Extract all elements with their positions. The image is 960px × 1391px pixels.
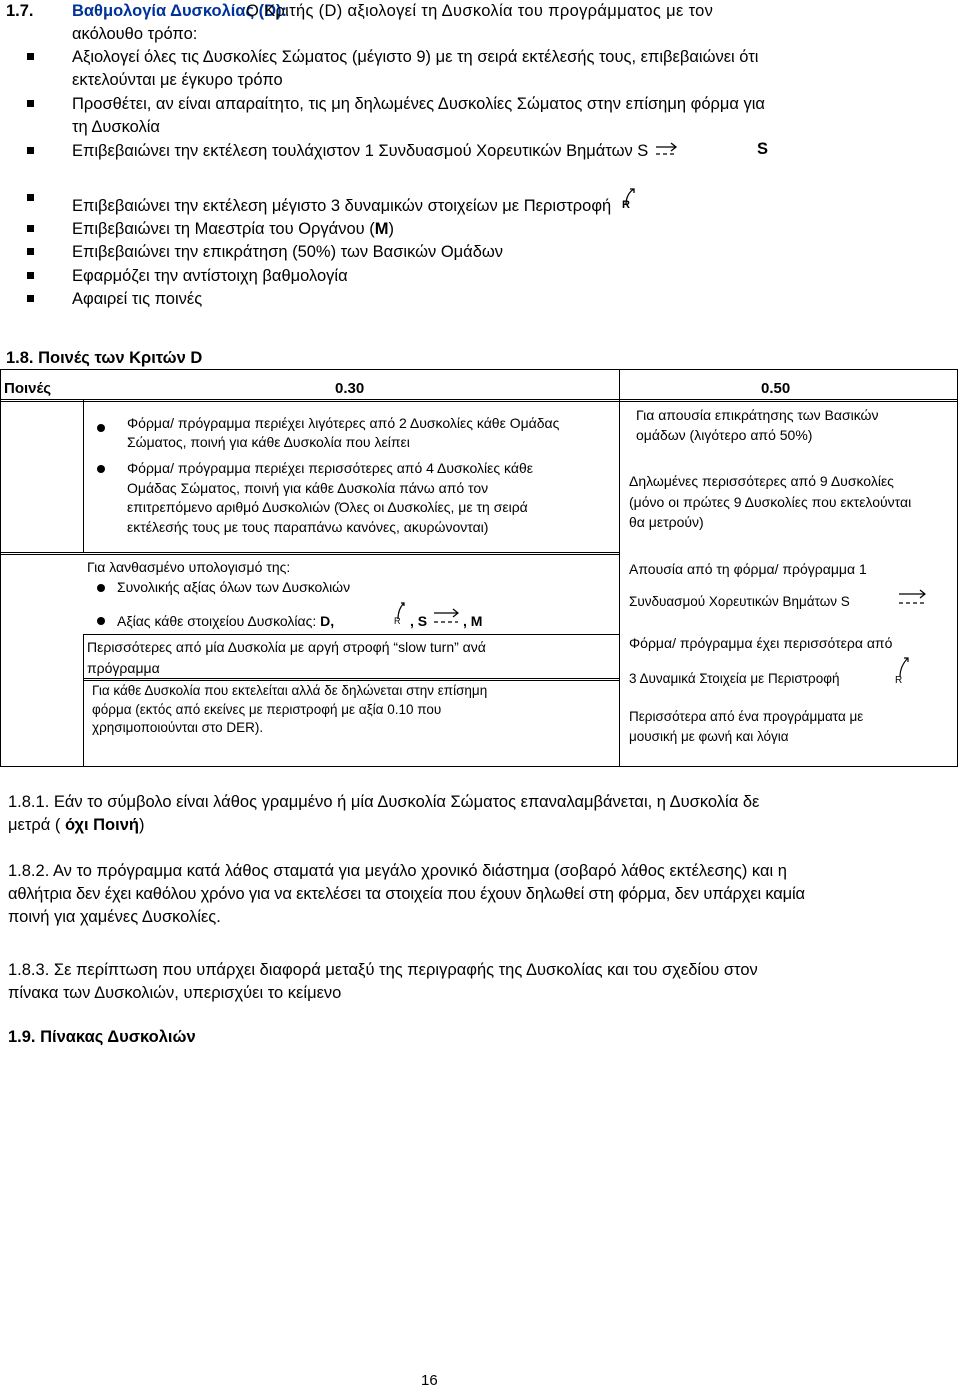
step-symbol-s: , S bbox=[410, 613, 428, 629]
list-item bbox=[25, 140, 960, 187]
section-intro-line2: ακόλουθο τρόπο: bbox=[72, 25, 198, 43]
paragraph-text: ) bbox=[138, 816, 145, 834]
paragraph-182 bbox=[8, 860, 956, 929]
bullet-dot-icon bbox=[97, 465, 105, 473]
table-header-divider bbox=[0, 399, 958, 400]
penalty-more-than-9 bbox=[629, 471, 957, 533]
penalty-text: (μόνο οι πρώτες 9 Δυσκολίες που εκτελούνται bbox=[629, 493, 912, 510]
page-number: 16 bbox=[421, 1372, 438, 1389]
rotation-r-icon bbox=[893, 656, 915, 684]
section-title: Βαθμολογία Δυσκολίας (D): bbox=[72, 2, 288, 20]
table-vline bbox=[83, 399, 84, 552]
paragraph-bold-text: όχι Ποινή bbox=[64, 816, 139, 834]
penalty-missing-step-combo-2: Συνδυασμού Χορευτικών Βημάτων S bbox=[629, 594, 850, 609]
list-item bbox=[25, 46, 960, 93]
paragraph-183 bbox=[8, 959, 956, 1005]
table-vline-main bbox=[619, 369, 620, 767]
penalty-text: Περισσότερες από μία Δυσκολία με αργή στροφή “slow turn” ανά bbox=[87, 639, 486, 655]
bullet-square-icon bbox=[27, 100, 34, 107]
list-item-text: τη Δυσκολία bbox=[72, 118, 160, 137]
paragraph-text: 1.8.2. Αν το πρόγραμμα κατά λάθος σταματά για μεγάλο χρονικό διάστημα (σοβαρό λάθος εκτέλεσης) και η bbox=[8, 862, 787, 880]
penalty-text: μουσική με φωνή και λόγια bbox=[629, 729, 789, 744]
table-hline bbox=[83, 634, 619, 635]
rotation-r-icon bbox=[620, 187, 640, 209]
penalty-item bbox=[127, 414, 617, 452]
list-item bbox=[25, 218, 960, 241]
list-item bbox=[25, 187, 960, 218]
paragraph-text: 1.8.1. Εάν το σύμβολο είναι λάθος γραμμένο ή μία Δυσκολία Σώματος επαναλαμβάνεται, η Δυσκολία δε bbox=[8, 793, 760, 811]
section-number: 1.7. bbox=[6, 2, 34, 20]
penalty-text: επιτρεπόμενο αριθμό Δυσκολιών (Όλες οι Δυσκολίες, με τη σειρά bbox=[127, 499, 528, 515]
paragraph-text: ποινή για χαμένες Δυσκολίες. bbox=[8, 908, 221, 926]
penalty-item bbox=[127, 459, 617, 537]
bullet-dot-icon bbox=[97, 617, 105, 625]
bullet-square-icon bbox=[27, 248, 34, 255]
table-hline bbox=[0, 554, 619, 555]
step-combination-arrow-icon bbox=[897, 584, 929, 608]
bullet-square-icon bbox=[27, 272, 34, 279]
penalty-text: χρησιμοποιούνται στο DER). bbox=[92, 720, 264, 735]
list-item-text: Επιβεβαιώνει τη Μαεστρία του Οργάνου ( bbox=[72, 220, 375, 239]
bullet-dot-icon bbox=[97, 584, 105, 592]
section-heading: 1.8. Ποινές των Κριτών D bbox=[6, 349, 203, 367]
penalty-text: Φόρμα/ πρόγραμμα περιέχει λιγότερες από 2 Δυσκολίες κάθε Ομάδας bbox=[127, 415, 560, 431]
list-item-text: Εφαρμόζει την αντίστοιχη βαθμολογία bbox=[72, 266, 348, 285]
penalty-basic-groups bbox=[636, 405, 956, 445]
penalty-text: Για απουσία επικράτησης των Βασικών bbox=[636, 407, 879, 423]
bullet-square-icon bbox=[27, 53, 34, 60]
penalty-slow-turn bbox=[87, 637, 617, 679]
table-hline bbox=[0, 552, 619, 553]
bullet-square-icon bbox=[27, 225, 34, 232]
paragraph-181 bbox=[8, 791, 956, 837]
step-combination-arrow-icon bbox=[654, 140, 680, 158]
table-header-divider-2 bbox=[0, 401, 958, 402]
rotation-r-label: R bbox=[621, 198, 630, 209]
calc-item-text: Αξίας κάθε στοιχείου Δυσκολίας: bbox=[117, 613, 317, 629]
penalty-text: Σώματος, ποινή για κάθε Δυσκολία που λείπει bbox=[127, 434, 410, 450]
penalty-text: φόρμα (εκτός από εκείνες με περιστροφή με αξία 0.10 που bbox=[92, 701, 442, 717]
list-item-text: Επιβεβαιώνει την εκτέλεση τουλάχιστον 1 Συνδυασμού Χορευτικών Βημάτων S bbox=[72, 141, 649, 160]
penalty-text: Για κάθε Δυσκολία που εκτελείται αλλά δε δηλώνεται στην επίσημη bbox=[92, 683, 488, 698]
penalty-text: Φόρμα/ πρόγραμμα περιέχει περισσότερες από 4 Δυσκολίες κάθε bbox=[127, 460, 533, 476]
penalty-text: Περισσότερα από ένα προγράμματα με bbox=[629, 709, 864, 724]
mastery-symbol-m: , M bbox=[463, 613, 483, 629]
difficulty-bullet-list bbox=[25, 46, 960, 312]
penalty-undeclared bbox=[92, 682, 617, 738]
rotation-r-label: R bbox=[895, 675, 903, 684]
rotation-r-label: R bbox=[394, 616, 401, 625]
table-hline bbox=[83, 680, 619, 681]
paragraph-text: πίνακα των Δυσκολιών, υπερισχύει το κείμενο bbox=[8, 984, 342, 1002]
bullet-square-icon bbox=[27, 295, 34, 302]
table-vline bbox=[83, 634, 84, 767]
paragraph-text: 1.8.3. Σε περίπτωση που υπάρχει διαφορά μεταξύ της περιγραφής της Δυσκολίας και του σχεδίου στον bbox=[8, 961, 758, 979]
rotation-r-icon bbox=[393, 601, 409, 625]
difficulty-symbol-d: D, bbox=[320, 613, 335, 629]
calc-item: Συνολικής αξίας όλων των Δυσκολιών bbox=[117, 579, 351, 595]
bullet-square-icon bbox=[27, 147, 34, 154]
list-item-text: Αξιολογεί όλες τις Δυσκολίες Σώματος (μέγιστο 9) με τη σειρά εκτέλεσής τους, επιβεβαιώνει ότι bbox=[72, 48, 759, 66]
list-item bbox=[25, 265, 960, 288]
list-item-text: ) bbox=[388, 220, 394, 239]
list-item-text: Αφαιρεί τις ποινές bbox=[72, 290, 203, 309]
penalty-text: ομάδων (λιγότερο από 50%) bbox=[636, 427, 813, 443]
bullet-dot-icon bbox=[97, 424, 105, 432]
penalty-text: θα μετρούν) bbox=[629, 514, 704, 530]
penalty-music-with-voice bbox=[629, 707, 949, 747]
list-item-text: Επιβεβαιώνει την επικράτηση (50%) των Βασικών Ομάδων bbox=[72, 243, 504, 262]
penalty-missing-step-combo: Απουσία από τη φόρμα/ πρόγραμμα 1 bbox=[629, 561, 867, 577]
step-combination-symbol: S bbox=[757, 140, 769, 158]
penalty-text: πρόγραμμα bbox=[87, 660, 160, 676]
list-item-text: Επιβεβαιώνει την εκτέλεση μέγιστο 3 δυναμικών στοιχείων με Περιστροφή bbox=[72, 196, 612, 215]
paragraph-text: αθλήτρια δεν έχει καθόλου χρόνο για να εκτελέσει τα στοιχεία που έχουν δηλωθεί στη φόρμα, δεν υπάρχει καμία bbox=[8, 885, 805, 903]
paragraph-text: μετρά ( bbox=[8, 816, 61, 834]
step-combination-arrow-icon bbox=[432, 604, 462, 626]
list-item bbox=[25, 241, 960, 264]
calc-intro: Για λανθασμένο υπολογισμό της: bbox=[87, 559, 291, 575]
penalty-text: Δηλωμένες περισσότερες από 9 Δυσκολίες bbox=[629, 473, 894, 489]
penalty-more-than-3-dynamic-2: 3 Δυναμικά Στοιχεία με Περιστροφή bbox=[629, 671, 840, 686]
col-header-030: 0.30 bbox=[335, 380, 365, 397]
penalty-text: εκτέλεσής τους με τους παραπάνω κανόνες, ακυρώνονται) bbox=[127, 518, 489, 535]
bullet-square-icon bbox=[27, 194, 34, 201]
list-item-text: Προσθέτει, αν είναι απαραίτητο, τις μη δηλωμένες Δυσκολίες Σώματος στην επίσημη φόρμα για bbox=[72, 94, 765, 113]
col-header-penalties: Ποινές bbox=[4, 380, 52, 397]
section-intro: Ο Κριτής (D) αξιολογεί τη Δυσκολία του προγράμματος με τον bbox=[246, 2, 714, 20]
penalty-text: Ομάδας Σώματος, ποινή για κάθε Δυσκολία πάνω από τον bbox=[127, 479, 489, 496]
col-header-050: 0.50 bbox=[761, 380, 791, 397]
list-item bbox=[25, 93, 960, 140]
section-heading-19: 1.9. Πίνακας Δυσκολιών bbox=[8, 1028, 196, 1046]
list-item bbox=[25, 288, 960, 311]
list-item-text: εκτελούνται με έγκυρο τρόπο bbox=[72, 71, 283, 90]
calc-item-symbols bbox=[117, 612, 334, 631]
penalty-more-than-3-dynamic: Φόρμα/ πρόγραμμα έχει περισσότερα από bbox=[629, 635, 893, 651]
mastery-symbol: M bbox=[374, 220, 389, 239]
